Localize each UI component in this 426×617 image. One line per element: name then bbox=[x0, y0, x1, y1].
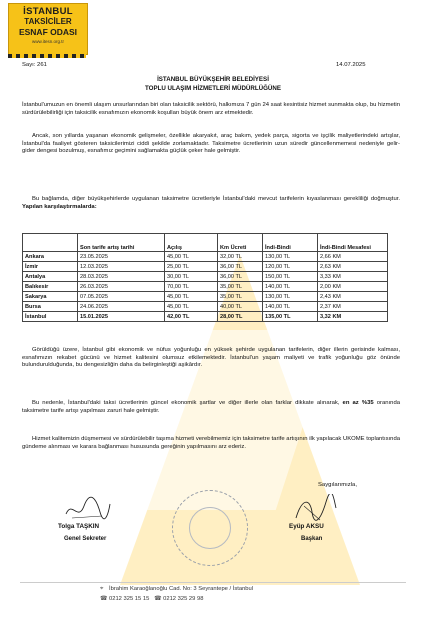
signatory-right-role: Başkan bbox=[301, 536, 323, 542]
table-row bbox=[23, 282, 388, 292]
paragraph-1: İstanbul'umuzun en önemli ulaşım unsurlarından biri olan taksicilik sektörü, halkımıza 7 gün 24 saat kesintisiz hizmet sunmakta olup, bu hizmetin sürdürülebilirliği için taksicilik esnafımızın ekonomik koşulları büyük önem arz etmektedir. bbox=[22, 102, 400, 116]
table-cell: 07.05.2025 bbox=[78, 292, 165, 302]
paragraph-2: Ancak, son yıllarda yaşanan ekonomik gelişmeler, özellikle akaryakıt, araç bakım, yedek parça, sigorta ve işçilik maliyetlerindeki artışlar, İstanbul'da faaliyet gösteren taksicilerimizi ciddi şekilde zorlamaktadır. Taksimetre ücretlerinin uzun süredir güncellenmemesi nedeniyle gelir-gider dengesi bozulmuş, esnafımız geçimini sağlamakta güçlük çeker hale gelmiştir. bbox=[22, 133, 400, 155]
table-cell: 35,00 TL bbox=[218, 282, 263, 292]
table-cell: Sakarya bbox=[23, 292, 78, 302]
col-header-opening: Açılış bbox=[165, 234, 218, 252]
signatory-left-role: Genel Sekreter bbox=[64, 536, 107, 542]
table-cell: 25,00 TL bbox=[165, 262, 218, 272]
table-cell: 36,00 TL bbox=[218, 262, 263, 272]
paragraph-4: Görüldüğü üzere, İstanbul gibi ekonomik ve nüfus yoğunluğu en yüksek şehirde uygulanan tarifelerin, diğer illerin gerisinde kalması, esnafımızın rekabet gücünü ve hizmet kalitesini olumsuz etkilemektedir. İstanbul'un yaşam maliyeti ve trafik yoğunluğu göz önünde bulundurulduğunda, bu dengesizliğin daha da belirginleştiği aşikârdır. bbox=[22, 347, 400, 369]
chamber-logo bbox=[8, 3, 88, 55]
table-cell: 28.03.2025 bbox=[78, 272, 165, 282]
col-header-city bbox=[23, 234, 78, 252]
table-cell: 35,00 TL bbox=[218, 292, 263, 302]
logo-line2: TAKSİCİLER bbox=[24, 17, 72, 26]
table-row bbox=[23, 292, 388, 302]
official-seal bbox=[172, 490, 248, 566]
increase-rate: en az %35 bbox=[342, 400, 374, 406]
checkered-stripe bbox=[8, 54, 86, 58]
table-cell: 150,00 TL bbox=[263, 272, 318, 282]
table-cell: 2,43 KM bbox=[318, 292, 388, 302]
comparison-heading: Yapılan karşılaştırmalarda: bbox=[22, 203, 97, 210]
table-cell: İstanbul bbox=[23, 312, 78, 322]
footer-address: ⌖ İbrahim Karaoğlanoğlu Cad. No: 3 Seyrantepe / İstanbul bbox=[100, 586, 254, 592]
table-cell: 70,00 TL bbox=[165, 282, 218, 292]
paragraph-3: Bu bağlamda, diğer büyükşehirlerde uygulanan taksimetre ücretleriyle İstanbul'daki mevcut tarifelerin kıyaslanması gerekliliği doğmuştur. Yapılan karşılaştırmalarda: bbox=[22, 196, 400, 210]
table-cell: 45,00 TL bbox=[165, 252, 218, 262]
table-cell: 2,63 KM bbox=[318, 262, 388, 272]
col-header-short-ride-distance: İndi-Bindi Mesafesi bbox=[318, 234, 388, 252]
logo-line3: ESNAF ODASI bbox=[18, 27, 78, 37]
signatory-right-name: Eyüp AKSU bbox=[289, 523, 324, 530]
table-cell: 23.05.2025 bbox=[78, 252, 165, 262]
phone-icon: ☎ bbox=[100, 596, 108, 602]
table-cell: 15.01.2025 bbox=[78, 312, 165, 322]
table-row-istanbul bbox=[23, 312, 388, 322]
recipient-line2: TOPLU ULAŞIM HİZMETLERİ MÜDÜRLÜĞÜNE bbox=[144, 85, 281, 92]
table-cell: Balıkesir bbox=[23, 282, 78, 292]
table-cell: 2,37 KM bbox=[318, 302, 388, 312]
table-cell: 12.03.2025 bbox=[78, 262, 165, 272]
col-header-km-fee: Km Ücreti bbox=[218, 234, 263, 252]
table-cell: 120,00 TL bbox=[263, 262, 318, 272]
table-cell: Bursa bbox=[23, 302, 78, 312]
table-cell: 3,32 KM bbox=[318, 312, 388, 322]
table-cell: İzmir bbox=[23, 262, 78, 272]
table-cell: 2,00 KM bbox=[318, 282, 388, 292]
table-cell: 3,33 KM bbox=[318, 272, 388, 282]
table-cell: 140,00 TL bbox=[263, 302, 318, 312]
signature-left bbox=[62, 496, 112, 524]
paragraph-6: Hizmet kalitemizin düşmemesi ve sürdürülebilir taşıma hizmeti verebilmemiz için taksimetre tarife artışının ilk yapılacak UKOME toplantısında gündeme alınması ve karara bağlanması hususunda gereğinin yapılmasını arz ederiz. bbox=[22, 436, 400, 450]
document-number: Sayı: 261 bbox=[22, 62, 47, 68]
table-row bbox=[23, 272, 388, 282]
document-date: 14.07.2025 bbox=[336, 62, 366, 68]
table-row bbox=[23, 302, 388, 312]
footer-phones: ☎ 0212 325 15 15 ☎ 0212 325 29 98 bbox=[100, 596, 204, 602]
tariff-comparison-table bbox=[22, 233, 388, 322]
signature-right bbox=[290, 494, 340, 524]
logo-url: www.itesn.org.tr bbox=[31, 39, 64, 44]
location-pin-icon: ⌖ bbox=[100, 586, 104, 592]
table-cell: 36,00 TL bbox=[218, 272, 263, 282]
table-cell: 26.03.2025 bbox=[78, 282, 165, 292]
table-cell: 130,00 TL bbox=[263, 292, 318, 302]
recipient-line1: İSTANBUL BÜYÜKŞEHİR BELEDİYESİ bbox=[157, 76, 269, 83]
col-header-last-increase: Son tarife artış tarihi bbox=[78, 234, 165, 252]
table-cell: 28,00 TL bbox=[218, 312, 263, 322]
logo-line1: İSTANBUL bbox=[23, 6, 73, 17]
table-cell: 45,00 TL bbox=[165, 292, 218, 302]
closing-text: Saygılarımızla, bbox=[318, 482, 357, 488]
paragraph-5: Bu nedenle, İstanbul'daki taksi ücretlerinin güncel ekonomik şartlar ve diğer illerle olan farklar dikkate alınarak, en az %35 oranında taksimetre tarife artışı yapılması zaruri hale gelmiştir. bbox=[22, 400, 401, 414]
table-row bbox=[23, 252, 388, 262]
footer-divider bbox=[20, 582, 406, 583]
table-cell: 30,00 TL bbox=[165, 272, 218, 282]
table-cell: 32,00 TL bbox=[218, 252, 263, 262]
table-cell: 42,00 TL bbox=[165, 312, 218, 322]
table-cell: 135,00 TL bbox=[263, 312, 318, 322]
table-cell: 45,00 TL bbox=[165, 302, 218, 312]
col-header-short-ride: İndi-Bindi bbox=[263, 234, 318, 252]
fax-icon: ☎ bbox=[154, 596, 162, 602]
footer bbox=[100, 584, 253, 604]
table-cell: 24.06.2025 bbox=[78, 302, 165, 312]
table-cell: 130,00 TL bbox=[263, 252, 318, 262]
table-cell: 40,00 TL bbox=[218, 302, 263, 312]
table-cell: 140,00 TL bbox=[263, 282, 318, 292]
table-header-row bbox=[23, 234, 388, 252]
table-cell: 2,66 KM bbox=[318, 252, 388, 262]
table-cell: Ankara bbox=[23, 252, 78, 262]
table-row bbox=[23, 262, 388, 272]
table-cell: Antalya bbox=[23, 272, 78, 282]
signatory-left-name: Tolga TAŞKIN bbox=[58, 523, 100, 530]
